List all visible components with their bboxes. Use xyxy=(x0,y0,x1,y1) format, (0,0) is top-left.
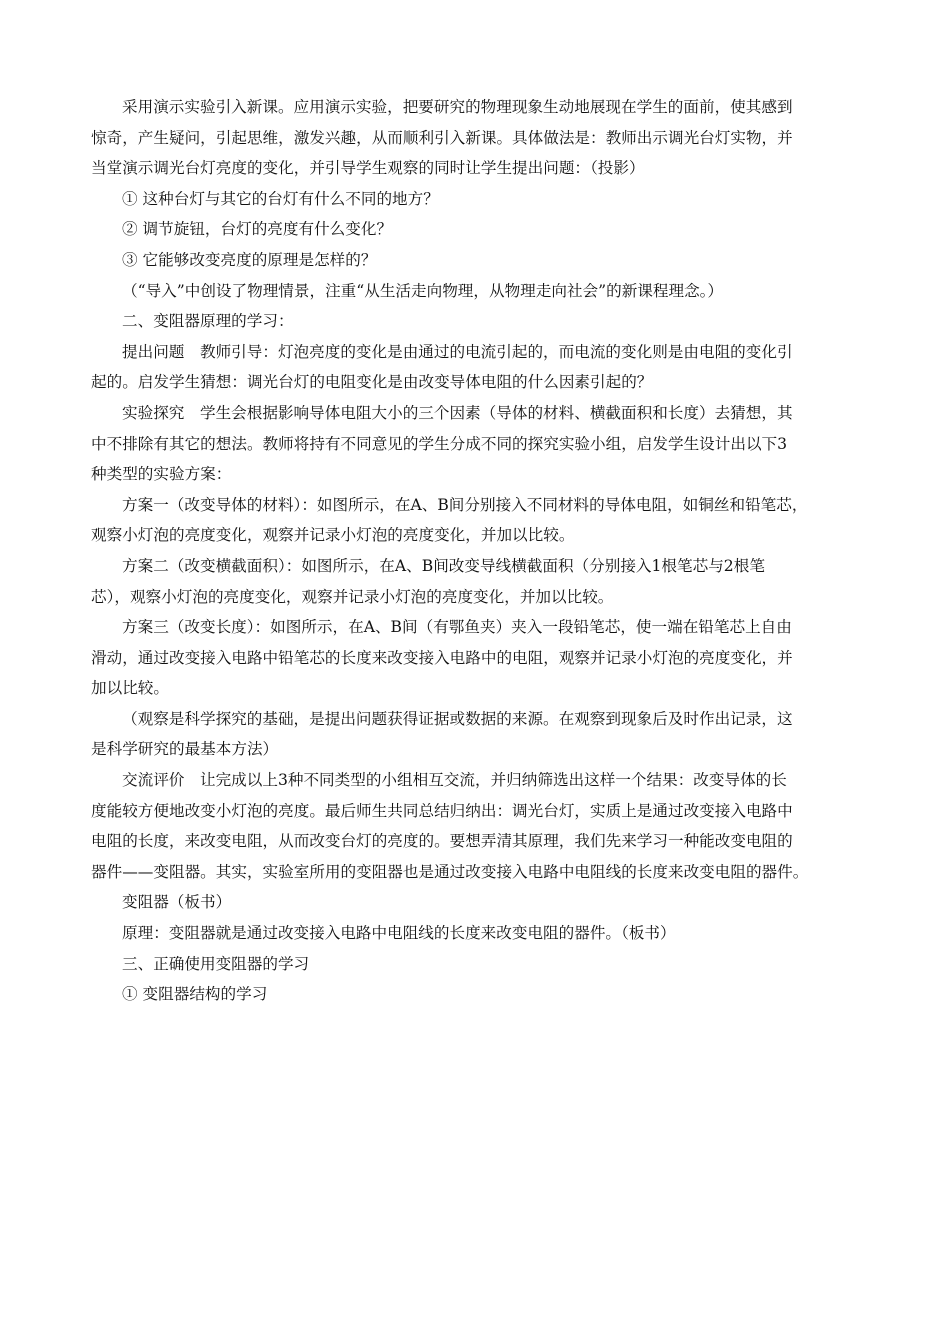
text-line: 是科学研究的最基本方法） xyxy=(91,740,279,759)
paragraph-exchange xyxy=(91,765,861,887)
paragraph-ask xyxy=(91,337,861,398)
text-line: （“导入”中创设了物理情景，注重“从生活走向物理，从物理走向社会”的新课程理念。） xyxy=(122,281,724,300)
text-line: 方案三（改变长度）：如图所示，在A、B间（有鄂鱼夹）夹入一段铅笔芯，使一端在铅笔芯上自由 xyxy=(122,618,792,637)
paragraph-explore xyxy=(91,398,861,490)
paragraph-principle xyxy=(91,918,861,949)
text-line: 电阻的长度，来改变电阻，从而改变台灯的亮度的。要想弄清其原理，我们先来学习一种能改变电阻的 xyxy=(91,832,793,851)
subsection-1 xyxy=(91,979,861,1010)
text-line: ① 这种台灯与其它的台灯有什么不同的地方？ xyxy=(122,189,439,208)
question-3 xyxy=(91,245,861,276)
text-line: 芯），观察小灯泡的亮度变化，观察并记录小灯泡的亮度变化，并加以比较。 xyxy=(91,587,614,606)
text-line: 加以比较。 xyxy=(91,679,169,698)
text-line: 度能较方便地改变小灯泡的亮度。最后师生共同总结归纳出：调光台灯，实质上是通过改变接入电路中 xyxy=(91,801,793,820)
text-line: 滑动，通过改变接入电路中铅笔芯的长度来改变接入电路中的电阻，观察并记录小灯泡的亮度变化，并 xyxy=(91,648,793,667)
text-line: 中不排除有其它的想法。教师将持有不同意见的学生分成不同的探究实验小组，启发学生设计出以下3 xyxy=(91,434,788,453)
document-page xyxy=(91,92,861,1010)
section-heading-2 xyxy=(91,306,861,337)
note-intro xyxy=(91,276,861,307)
text-line: 实验探究 学生会根据影响导体电阻大小的三个因素（导体的材料、横截面积和长度）去猜想，其 xyxy=(122,403,793,422)
paragraph-plan-2 xyxy=(91,551,861,612)
text-line: ① 变阻器结构的学习 xyxy=(122,985,268,1004)
text-line: ② 调节旋钮，台灯的亮度有什么变化？ xyxy=(122,220,393,239)
board-note-1 xyxy=(91,887,861,918)
text-line: 方案一（改变导体的材料）：如图所示，在A、B间分别接入不同材料的导体电阻，如铜丝和铅笔芯， xyxy=(122,495,808,514)
paragraph-plan-3 xyxy=(91,612,861,704)
text-line: 观察小灯泡的亮度变化，观察并记录小灯泡的亮度变化，并加以比较。 xyxy=(91,526,575,545)
paragraph-plan-1 xyxy=(91,490,861,551)
section-heading-3 xyxy=(91,949,861,980)
text-line: （观察是科学探究的基础，是提出问题获得证据或数据的来源。在观察到现象后及时作出记录，这 xyxy=(122,709,793,728)
text-line: 交流评价 让完成以上3种不同类型的小组相互交流，并归纳筛选出这样一个结果：改变导体的长 xyxy=(122,771,787,790)
text-line: 三、正确使用变阻器的学习 xyxy=(122,954,310,973)
text-line: 器件——变阻器。其实，实验室所用的变阻器也是通过改变接入电路中电阻线的长度来改变电阻的器件。 xyxy=(91,862,809,881)
text-line: 提出问题 教师引导：灯泡亮度的变化是由通过的电流引起的，而电流的变化则是由电阻的变化引 xyxy=(122,342,793,361)
paragraph-intro xyxy=(91,92,861,184)
text-line: ③ 它能够改变亮度的原理是怎样的？ xyxy=(122,250,377,269)
text-line: 惊奇，产生疑问，引起思维，激发兴趣，从而顺利引入新课。具体做法是：教师出示调光台灯实物，并 xyxy=(91,128,793,147)
text-line: 变阻器（板书） xyxy=(122,893,232,912)
text-line: 原理：变阻器就是通过改变接入电路中电阻线的长度来改变电阻的器件。（板书） xyxy=(122,924,676,943)
text-line: 当堂演示调光台灯亮度的变化，并引导学生观察的同时让学生提出问题：（投影） xyxy=(91,159,645,178)
text-line: 种类型的实验方案： xyxy=(91,465,232,484)
question-2 xyxy=(91,214,861,245)
note-observation xyxy=(91,704,861,765)
text-line: 方案二（改变横截面积）：如图所示，在A、B间改变导线横截面积（分别接入1根笔芯与2根笔 xyxy=(122,556,765,575)
text-line: 二、变阻器原理的学习： xyxy=(122,312,294,331)
text-line: 起的。启发学生猜想：调光台灯的电阻变化是由改变导体电阻的什么因素引起的？ xyxy=(91,373,653,392)
text-line: 采用演示实验引入新课。应用演示实验，把要研究的物理现象生动地展现在学生的面前，使其感到 xyxy=(122,98,793,116)
question-1 xyxy=(91,184,861,215)
